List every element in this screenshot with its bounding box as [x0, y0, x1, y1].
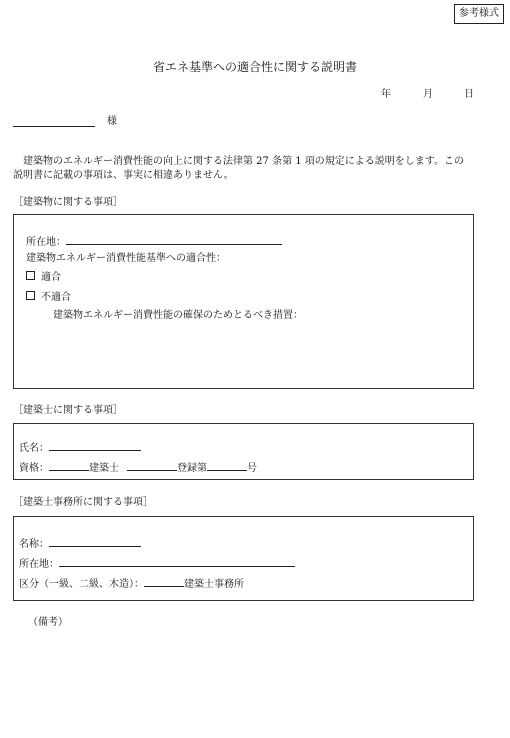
architect-name-row: [19, 439, 141, 455]
registration-label: 登録第: [177, 463, 207, 474]
office-suffix: 建築士事務所: [184, 579, 244, 590]
architect-name-label: 氏名：: [19, 443, 49, 454]
office-class-field[interactable]: [144, 575, 184, 587]
qualification-class-field[interactable]: [49, 459, 89, 471]
option-nonconform-row[interactable]: [26, 291, 71, 304]
building-location-field[interactable]: [66, 233, 282, 245]
intro-line-1: 建築物のエネルギー消費性能の向上に関する法律第 27 条第 1 項の規定による説明をします。この: [23, 156, 465, 167]
option-nonconform-label: 不適合: [41, 292, 71, 303]
building-section-header: ［建築物に関する事項］: [13, 197, 123, 208]
registration-number-field[interactable]: [207, 459, 247, 471]
option-conform-row[interactable]: [26, 271, 61, 284]
date-year-label: 年: [381, 89, 391, 100]
measures-label: 建築物エネルギー消費性能の確保のためとるべき措置：: [53, 310, 303, 321]
conformity-label: 建築物エネルギー消費性能基準への適合性：: [26, 253, 226, 264]
reference-form-label: 参考様式: [454, 4, 504, 24]
architect-name-field[interactable]: [49, 439, 141, 451]
office-section-box: [13, 516, 474, 601]
registration-suffix: 号: [247, 463, 257, 474]
document-title: 省エネ基準への適合性に関する説明書: [152, 60, 357, 74]
architect-section-box: [13, 423, 474, 480]
office-name-label: 名称：: [19, 539, 49, 550]
addressee-field[interactable]: [13, 115, 95, 127]
nonconform-checkbox[interactable]: [26, 291, 35, 300]
addressee-suffix: 様: [107, 116, 117, 127]
office-class-row: [19, 575, 244, 591]
office-class-label: 区分（一級、二級、木造）：: [19, 579, 144, 590]
architect-section-header: ［建築士に関する事項］: [13, 405, 123, 416]
office-location-field[interactable]: [59, 555, 295, 567]
office-name-field[interactable]: [49, 535, 141, 547]
building-section-box: [13, 214, 474, 389]
qualification-mid-label: 建築士: [89, 463, 119, 474]
date-month-label: 月: [423, 89, 433, 100]
conform-checkbox[interactable]: [26, 271, 35, 280]
building-location-row: [26, 233, 282, 249]
office-name-row: [19, 535, 141, 551]
architect-qualification-row: [19, 459, 257, 475]
qualification-number-field[interactable]: [127, 459, 177, 471]
office-location-label: 所在地：: [19, 559, 59, 570]
remarks-label: （備考）: [28, 617, 68, 628]
office-location-row: [19, 555, 295, 571]
building-location-label: 所在地：: [26, 237, 66, 248]
intro-line-2: 説明書に記載の事項は、事実に相違ありません。: [13, 170, 234, 181]
date-day-label: 日: [464, 89, 474, 100]
option-conform-label: 適合: [41, 272, 61, 283]
qualification-label: 資格：: [19, 463, 49, 474]
office-section-header: ［建築士事務所に関する事項］: [13, 497, 153, 508]
